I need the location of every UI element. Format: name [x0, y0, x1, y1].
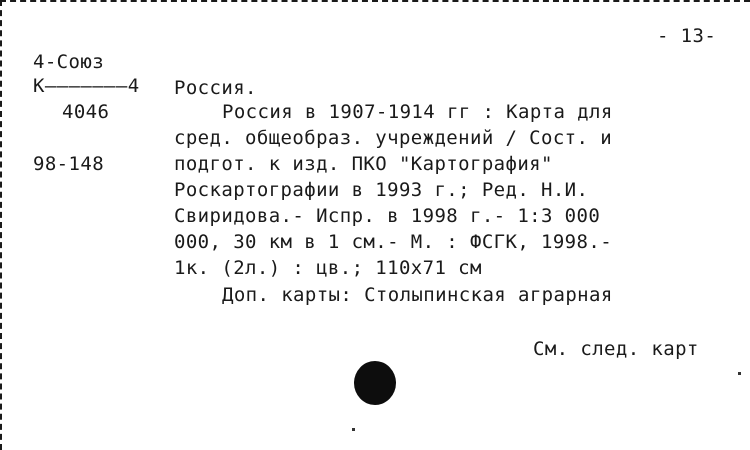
subject-heading: Россия. [174, 77, 257, 99]
see-also-reference: См. след. карт [533, 338, 699, 360]
page-number: - 13- [657, 25, 717, 47]
description-line: Роскартографии в 1993 г.; Ред. Н.И. [174, 179, 589, 201]
punch-hole [354, 361, 396, 405]
additional-maps-note: Доп. карты: Столыпинская аграрная [222, 284, 613, 306]
call-number-line-1: 4-Союз [33, 51, 105, 73]
description-line: подгот. к изд. ПКО "Картография" [174, 153, 553, 175]
description-line: Россия в 1907-1914 гг : Карта для [222, 101, 613, 123]
card-left-dashed-border [0, 0, 2, 450]
description-line: Свиридова.- Испр. в 1998 г.- 1:3 000 [174, 205, 601, 227]
description-line: сред. общеобраз. учреждений / Сост. и [174, 127, 613, 149]
card-top-dashed-border [0, 0, 750, 2]
call-number-line-4: 98-148 [33, 153, 105, 175]
ink-speck [738, 372, 741, 375]
call-number-line-2: К———————4 [33, 75, 140, 97]
description-line: 000, 30 км в 1 см.- М. : ФСГК, 1998.- [174, 231, 613, 253]
call-number-line-3: 4046 [62, 101, 110, 123]
ink-speck [352, 428, 355, 431]
description-line: 1к. (2л.) : цв.; 110х71 см [174, 257, 482, 279]
